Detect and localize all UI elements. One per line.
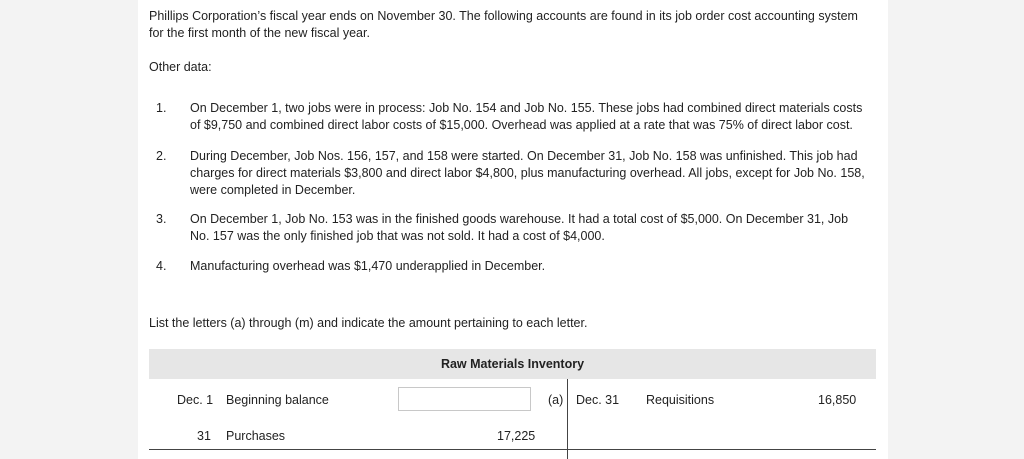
credit-date: Dec. 31 (576, 393, 620, 407)
item-number: 1. (156, 101, 167, 115)
item-text: During December, Job Nos. 156, 157, and 158 were started. On December 31, Job No. 158 was unfinished. This job had charges for direct materials $3,800 and direct labor $4,800, plus manufacturing overhead. All jobs, except for Job No. 158, were completed in December. (190, 149, 865, 197)
item-number: 3. (156, 212, 167, 226)
item-number: 2. (156, 149, 167, 163)
credit-amount: 16,850 (818, 393, 857, 407)
answer-letter: (a) (548, 393, 564, 407)
item-text: On December 1, Job No. 153 was in the finished goods warehouse. It had a total cost of $5,000. On December 31, Job No. 157 was the only finished job that was not sold. It had a cost of $4,000. (190, 212, 849, 243)
beginning-balance-input[interactable] (398, 387, 531, 411)
credit-label: Requisitions (646, 393, 715, 407)
t-account-title: Raw Materials Inventory (149, 349, 876, 379)
debit-amount: 17,225 (497, 429, 536, 443)
item-number: 4. (156, 259, 167, 273)
item-text: On December 1, two jobs were in process: Job No. 154 and Job No. 155. These jobs had combined direct materials costs of $9,750 and combined direct labor costs of $15,000. Overhead was applied at a rate that was 75% of direct labor cost. (190, 101, 863, 132)
t-account-bottom-rule (149, 449, 876, 450)
t-account-divider (567, 379, 568, 459)
instruction-text: List the letters (a) through (m) and indicate the amount pertaining to each letter. (149, 316, 588, 330)
debit-label: Purchases (226, 429, 286, 443)
other-data-label: Other data: (149, 60, 212, 74)
item-text: Manufacturing overhead was $1,470 underapplied in December. (190, 259, 546, 273)
debit-date: 31 (197, 429, 211, 443)
problem-intro: Phillips Corporation’s fiscal year ends on November 30. The following accounts are found in its job order cost accounting system for the first month of the new fiscal year. (149, 9, 858, 40)
debit-label: Beginning balance (226, 393, 329, 407)
debit-date: Dec. 1 (177, 393, 214, 407)
